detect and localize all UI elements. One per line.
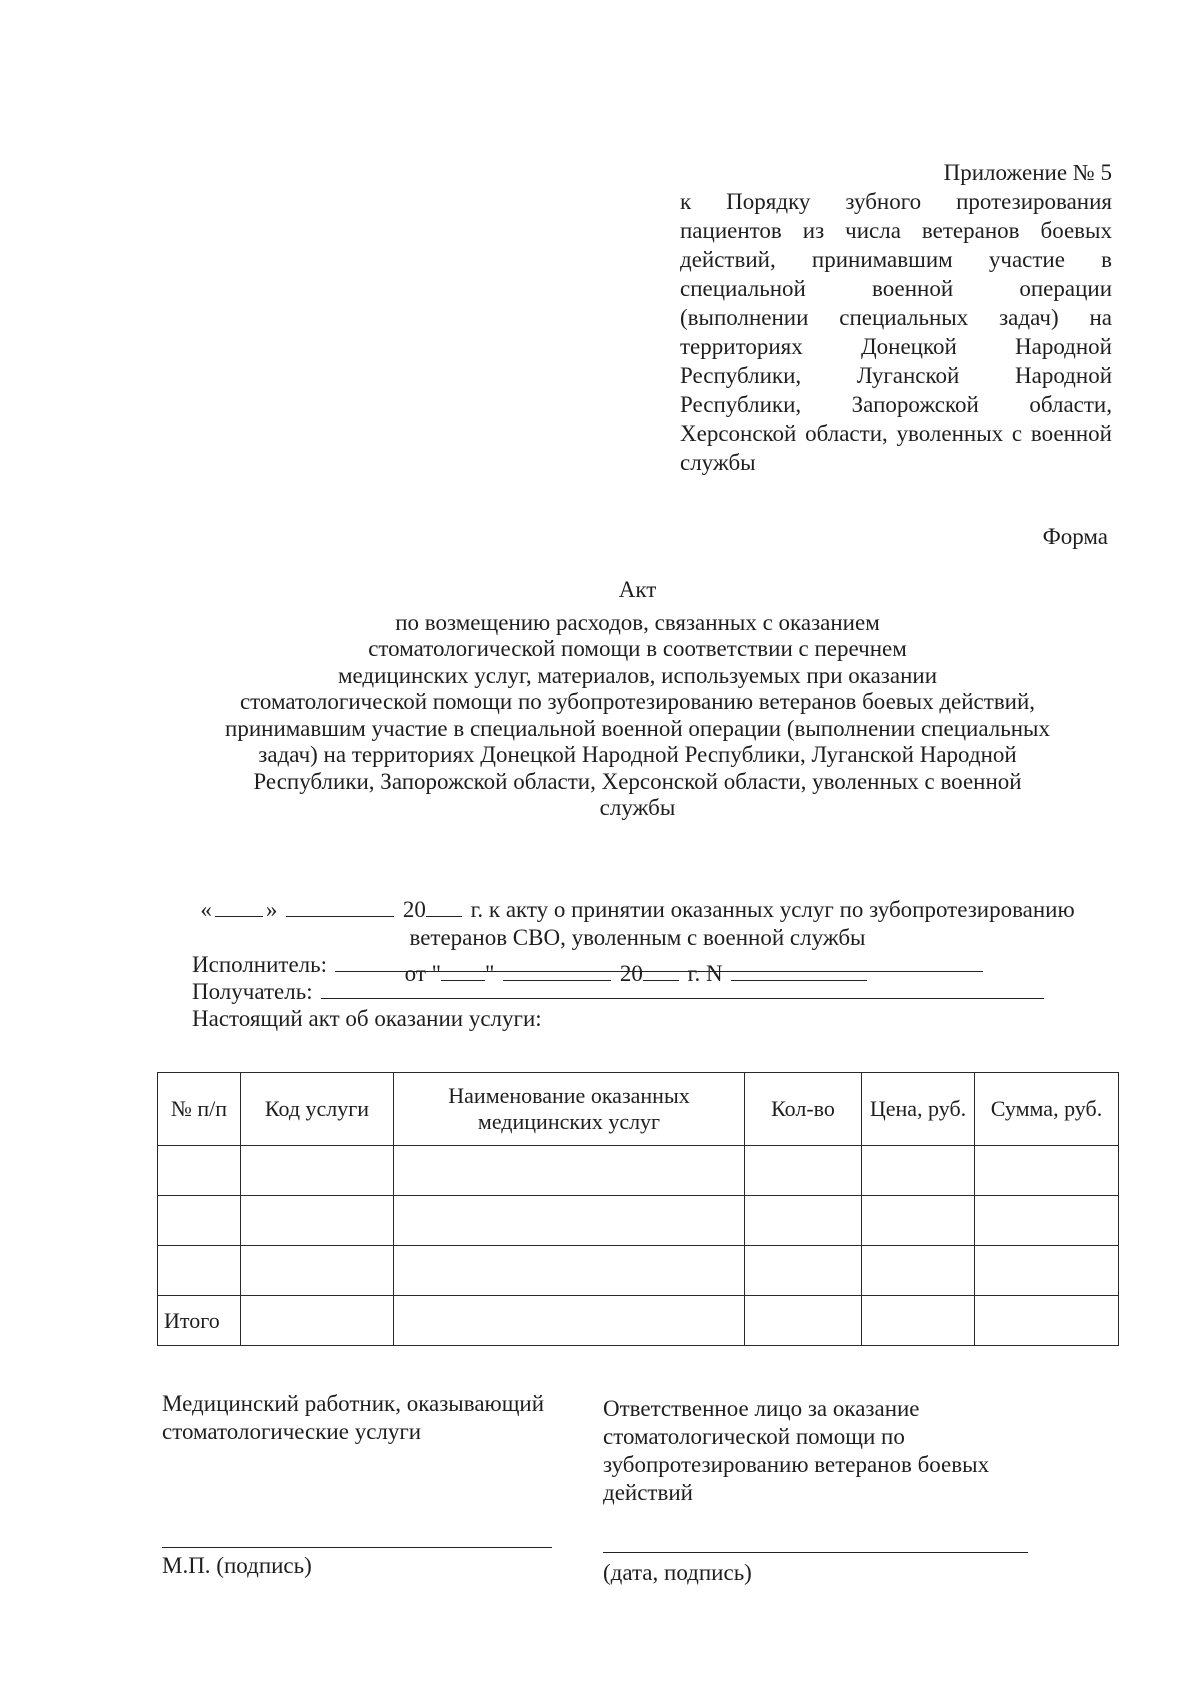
act-title-line: медицинских услуг, материалов, используемых при оказании [337,662,938,688]
total-label: Итого [158,1296,241,1346]
appendix-block [680,158,1112,477]
table-cell[interactable] [394,1296,745,1346]
table-cell[interactable] [745,1246,862,1296]
table-cell[interactable] [745,1196,862,1246]
act-title-line: стоматологической помощи в соответствии с перечнем [368,636,907,661]
responsible-person-signature-line[interactable] [603,1552,1028,1553]
from-close: " [485,961,495,986]
parties-block [192,951,1092,1032]
day-blank[interactable] [215,915,263,917]
from-tail: г. N [687,961,723,986]
table-cell[interactable] [241,1146,394,1196]
col-number-header: № п/п [158,1073,241,1146]
reference-line-1 [150,896,1125,924]
table-cell[interactable] [975,1196,1119,1246]
table-row [158,1146,1119,1196]
table-cell[interactable] [862,1296,975,1346]
table-cell[interactable] [862,1196,975,1246]
open-quote: « [200,897,212,922]
table-cell[interactable] [394,1146,745,1196]
act-title-line: принимавшим участие в специальной военной операции (выполнении специальных [225,715,1050,741]
table-row [158,1196,1119,1246]
act-title-line: службы [599,795,676,820]
appendix-number: Приложение № 5 [943,160,1112,185]
col-price-header: Цена, руб. [862,1073,975,1146]
table-total-row [158,1296,1119,1346]
table-cell[interactable] [158,1146,241,1196]
act-title-line: задач) на территориях Донецкой Народной Республики, Луганской Народной [258,742,1017,767]
col-name-header: Наименование оказанных медицинских услуг [394,1073,745,1146]
year-prefix: 20 [402,897,426,922]
table-cell[interactable] [394,1246,745,1296]
table-cell[interactable] [745,1146,862,1196]
table-cell[interactable] [394,1196,745,1246]
col-code-header: Код услуги [241,1073,394,1146]
close-quote: » [265,897,278,922]
medical-worker-title: Медицинский работник, оказывающий стоматологические услуги [162,1391,545,1444]
act-title-line: Республики, Запорожской области, Херсонской области, уволенных с военной [253,768,1022,794]
col-qty-header: Кол-во [745,1073,862,1146]
responsible-person-signature-caption: (дата, подпись) [603,1560,752,1585]
act-title [150,577,1125,822]
from-year: 20 [619,961,643,986]
table-cell[interactable] [862,1246,975,1296]
form-label: Форма [1042,524,1108,549]
act-title-line: стоматологической помощи по зубопротезированию ветеранов боевых действий, [239,689,1036,714]
table-cell[interactable] [241,1196,394,1246]
act-title-line: по возмещению расходов, связанных с оказанием [395,609,880,635]
medical-worker-signature-caption: М.П. (подпись) [162,1553,312,1578]
medical-worker-signature-line[interactable] [162,1547,552,1548]
appendix-text: к Порядку зубного протезирования пациентов из числа ветеранов боевых действий, принимавшим участие в специальной военной операции (выполнении специальных задач) на территориях Донецкой Народной Республики, Луганской Народной Республики, Запорожской области, Херсонской области, уволенных с военной службы [680,189,1112,475]
table-header-row [158,1073,1119,1146]
col-sum-header: Сумма, руб. [975,1073,1119,1146]
table-cell[interactable] [975,1296,1119,1346]
month-blank[interactable] [286,915,394,917]
act-title-head: Акт [618,577,657,602]
table-cell[interactable] [975,1146,1119,1196]
executor-field[interactable] [335,970,983,972]
table-row [158,1246,1119,1296]
from-label: от " [404,961,442,986]
recipient-label: Получатель: [192,979,313,1004]
recipient-row [192,978,1092,1005]
executor-row [192,951,1092,978]
table-cell[interactable] [862,1146,975,1196]
act-services-label: Настоящий акт об оказании услуги: [192,1006,542,1031]
table-cell[interactable] [158,1196,241,1246]
recipient-field[interactable] [321,997,1044,999]
table-cell[interactable] [241,1296,394,1346]
reference-tail: г. к акту о принятии оказанных услуг по зубопротезированию [470,897,1075,922]
table-cell[interactable] [158,1246,241,1296]
reference-line-2: ветеранов СВО, уволенным с военной службы [409,925,866,950]
executor-label: Исполнитель: [192,952,328,977]
year-blank[interactable] [426,915,462,917]
table-cell[interactable] [745,1296,862,1346]
table-cell[interactable] [975,1246,1119,1296]
services-table [157,1072,1119,1346]
act-label-row [192,1005,1092,1032]
table-cell[interactable] [241,1246,394,1296]
responsible-person-title: Ответственное лицо за оказание стоматологической помощи по зубопротезированию ветеранов боевых действий [603,1396,990,1505]
